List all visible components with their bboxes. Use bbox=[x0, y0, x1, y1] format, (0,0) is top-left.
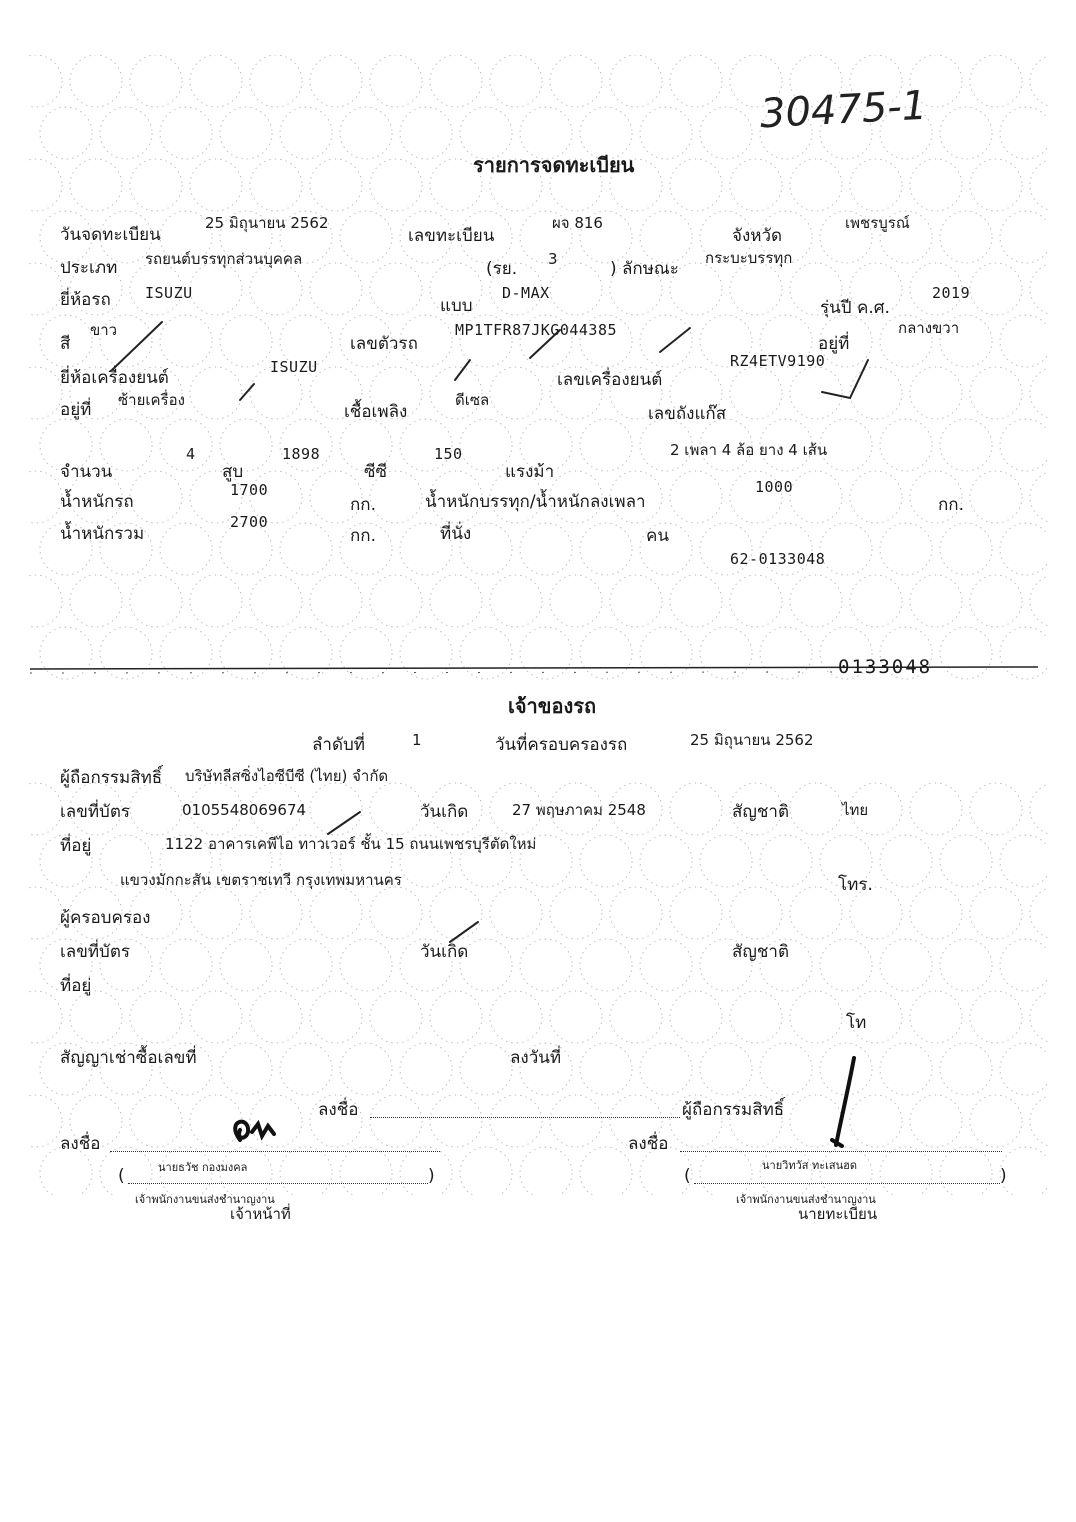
address-line-1: 1122 อาคารเคพีไอ ทาวเวอร์ ชั้น 15 ถนนเพชรบุรีตัดใหม่ bbox=[165, 835, 537, 853]
ry-prefix: (รย. bbox=[486, 259, 518, 279]
vin-label: เลขตัวรถ bbox=[350, 334, 418, 354]
province: เพชรบูรณ์ bbox=[845, 214, 910, 232]
weight-label: น้ำหนักรถ bbox=[60, 492, 134, 512]
contract-label: สัญญาเช่าซื้อเลขที่ bbox=[60, 1048, 197, 1068]
engine-brand-label: ยี่ห้อเครื่องยนต์ bbox=[60, 368, 169, 388]
tick-mark bbox=[328, 812, 360, 834]
possessor-id-label: เลขที่บัตร bbox=[60, 942, 131, 962]
province-label: จังหวัด bbox=[732, 226, 783, 246]
ry-suffix: ) bbox=[610, 259, 617, 279]
contract-date-label: ลงวันที่ bbox=[510, 1048, 562, 1068]
tel-label: โทร. bbox=[838, 875, 873, 895]
plate: ผจ 816 bbox=[552, 214, 603, 232]
hp-unit: แรงม้า bbox=[505, 462, 555, 482]
officer-sign-label: ลงชื่อ bbox=[60, 1134, 101, 1154]
possession-date-label: วันที่ครอบครองรถ bbox=[495, 735, 628, 755]
engine-brand: ISUZU bbox=[270, 358, 318, 376]
ry-value: 3 bbox=[548, 250, 558, 268]
owner-sign-role: ผู้ถือกรรมสิทธิ์ bbox=[682, 1100, 785, 1120]
registrar-paren-close: ) bbox=[1000, 1166, 1007, 1186]
dob: 27 พฤษภาคม 2548 bbox=[512, 801, 646, 819]
count-label: จำนวน bbox=[60, 462, 113, 482]
possessor-dob-label: วันเกิด bbox=[420, 942, 469, 962]
officer-position: เจ้าพนักงานขนส่งชำนาญงาน bbox=[135, 1193, 275, 1206]
holder-label: ผู้ถือกรรมสิทธิ์ bbox=[60, 768, 163, 788]
engine-location: ซ้ายเครื่อง bbox=[118, 391, 185, 409]
vehicle-type: รถยนต์บรรทุกส่วนบุคคล bbox=[145, 250, 303, 268]
vin: MP1TFR87JKG044385 bbox=[455, 321, 618, 339]
body-type: กระบะบรรทุก bbox=[705, 249, 793, 267]
engine-no-label: เลขเครื่องยนต์ bbox=[557, 370, 663, 390]
axles: 2 เพลา 4 ล้อ ยาง 4 เส้น bbox=[670, 441, 828, 459]
nationality: ไทย bbox=[842, 801, 869, 819]
possessor-label: ผู้ครอบครอง bbox=[60, 908, 151, 928]
registrar-name: นายวิทวัส ทะเสนฮด bbox=[762, 1159, 857, 1172]
document-number: 62-0133048 bbox=[730, 550, 826, 568]
registrar-position: เจ้าพนักงานขนส่งชำนาญงาน bbox=[736, 1193, 876, 1206]
fuel-label: เชื้อเพลิง bbox=[344, 402, 408, 422]
vin-location-label: อยู่ที่ bbox=[818, 334, 850, 354]
engine-location-label: อยู่ที่ bbox=[60, 400, 92, 420]
owner-title: เจ้าของรถ bbox=[508, 694, 597, 718]
handwritten-reference: 30475-1 bbox=[758, 82, 929, 138]
registrar-role: นายทะเบียน bbox=[798, 1205, 878, 1223]
possessor-tel-label: โท bbox=[846, 1013, 867, 1033]
reg-date: 25 มิถุนายน 2562 bbox=[205, 214, 329, 232]
cylinders-unit: สูบ bbox=[222, 462, 244, 482]
registration-title: รายการจดทะเบียน bbox=[473, 153, 635, 177]
holder: บริษัทลีสซิ่งไอซีบีซี (ไทย) จำกัด bbox=[185, 767, 389, 785]
gas-tank-label: เลขถังแก๊ส bbox=[648, 404, 727, 424]
fuel: ดีเซล bbox=[455, 391, 490, 409]
tick-mark bbox=[822, 360, 868, 398]
serial-number: 0133048 bbox=[838, 656, 933, 678]
body-label: ลักษณะ bbox=[622, 259, 679, 279]
tick-mark bbox=[450, 922, 478, 942]
signature-officer bbox=[235, 1122, 274, 1140]
order: 1 bbox=[412, 731, 422, 749]
payload: 1000 bbox=[755, 478, 794, 496]
tick-mark bbox=[112, 322, 162, 370]
plate-label: เลขทะเบียน bbox=[408, 226, 495, 246]
horsepower: 150 bbox=[434, 445, 463, 463]
id-number: 0105548069674 bbox=[182, 801, 307, 819]
tick-mark bbox=[660, 328, 690, 352]
cc-unit: ซีซี bbox=[364, 462, 388, 482]
registrar-sign-label: ลงชื่อ bbox=[628, 1134, 669, 1154]
engine-no: RZ4ETV9190 bbox=[730, 352, 826, 370]
tick-mark bbox=[455, 360, 470, 380]
brand-label: ยี่ห้อรถ bbox=[60, 290, 111, 310]
vin-location: กลางขวา bbox=[898, 319, 960, 337]
possession-date: 25 มิถุนายน 2562 bbox=[690, 731, 814, 749]
gross-weight: 2700 bbox=[230, 513, 269, 531]
cylinders: 4 bbox=[186, 445, 196, 463]
address-line-2: แขวงมักกะสัน เขตราชเทวี กรุงเทพมหานคร bbox=[120, 871, 402, 889]
possessor-nationality-label: สัญชาติ bbox=[732, 942, 789, 962]
nationality-label: สัญชาติ bbox=[732, 802, 789, 822]
payload-label: น้ำหนักบรรทุก/น้ำหนักลงเพลา bbox=[425, 492, 646, 512]
model-year-label: รุ่นปี ค.ศ. bbox=[820, 298, 890, 318]
address-label: ที่อยู่ bbox=[60, 836, 92, 856]
registrar-paren-open: ( bbox=[684, 1166, 691, 1186]
color: ขาว bbox=[90, 321, 118, 339]
color-label: สี bbox=[60, 334, 71, 354]
seats-unit: คน bbox=[646, 526, 669, 546]
gross-unit: กก. bbox=[350, 526, 376, 546]
reg-date-label: วันจดทะเบียน bbox=[60, 225, 161, 245]
officer-role: เจ้าหน้าที่ bbox=[230, 1205, 291, 1223]
payload-unit: กก. bbox=[938, 495, 964, 515]
dob-label: วันเกิด bbox=[420, 802, 469, 822]
brand: ISUZU bbox=[145, 284, 193, 302]
signature-registrar bbox=[832, 1058, 854, 1146]
seats-label: ที่นั่ง bbox=[440, 524, 472, 544]
officer-paren-close: ) bbox=[428, 1166, 435, 1186]
officer-name: นายธวัช กองมงคล bbox=[158, 1161, 248, 1174]
tick-mark bbox=[240, 384, 254, 400]
order-label: ลำดับที่ bbox=[312, 735, 366, 755]
cc: 1898 bbox=[282, 445, 321, 463]
owner-sign-label: ลงชื่อ bbox=[318, 1100, 359, 1120]
model-label: แบบ bbox=[440, 296, 473, 316]
gross-label: น้ำหนักรวม bbox=[60, 524, 145, 544]
weight: 1700 bbox=[230, 481, 269, 499]
possessor-address-label: ที่อยู่ bbox=[60, 976, 92, 996]
tick-mark bbox=[530, 330, 560, 358]
id-label: เลขที่บัตร bbox=[60, 802, 131, 822]
weight-unit: กก. bbox=[350, 495, 376, 515]
model: D-MAX bbox=[502, 284, 550, 302]
type-label: ประเภท bbox=[60, 258, 118, 278]
officer-paren-open: ( bbox=[118, 1166, 125, 1186]
model-year: 2019 bbox=[932, 284, 971, 302]
